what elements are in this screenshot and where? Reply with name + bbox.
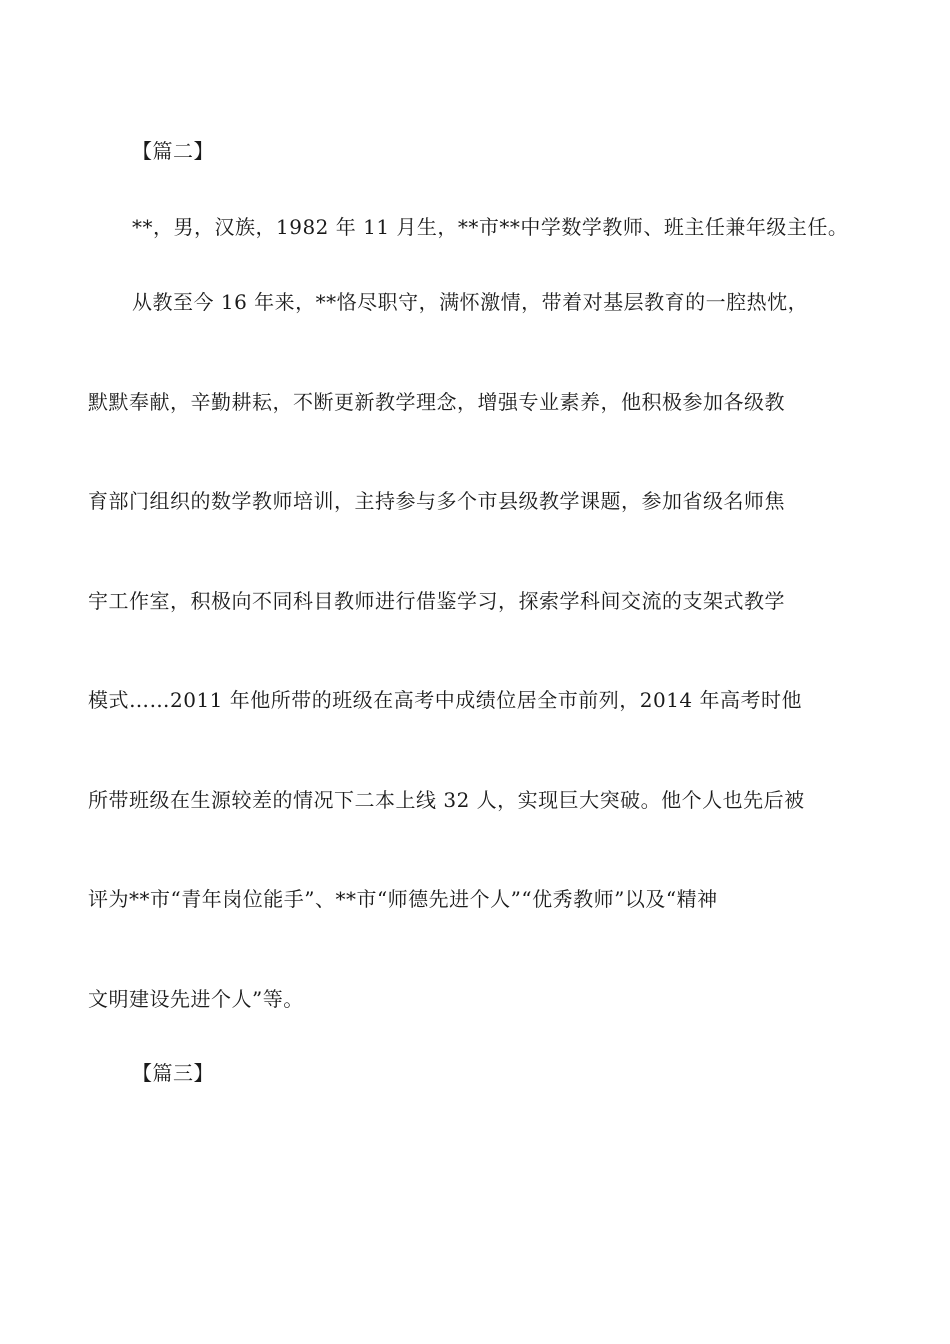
paragraph-line: 文明建设先进个人”等。 xyxy=(88,987,304,1011)
paragraph-line: 育部门组织的数学教师培训，主持参与多个市县级教学课题，参加省级名师焦 xyxy=(88,489,785,513)
paragraph-line: 所带班级在生源较差的情况下二本上线 32 人，实现巨大突破。他个人也先后被 xyxy=(88,788,805,812)
paragraph-line: 从教至今 16 年来，**恪尽职守，满怀激情，带着对基层教育的一腔热忱， xyxy=(132,290,809,314)
paragraph-line: 宇工作室，积极向不同科目教师进行借鉴学习，探索学科间交流的支架式教学 xyxy=(88,589,785,613)
paragraph-line: 模式……2011 年他所带的班级在高考中成绩位居全市前列，2014 年高考时他 xyxy=(88,688,803,712)
paragraph-line: 评为**市“青年岗位能手”、**市“师德先进个人”“优秀教师”以及“精神 xyxy=(88,887,718,911)
section-heading-2: 【篇二】 xyxy=(132,139,214,163)
paragraph-line: 默默奉献，辛勤耕耘，不断更新教学理念，增强专业素养，他积极参加各级教 xyxy=(88,390,785,414)
intro-paragraph: **，男，汉族，1982 年 11 月生，**市**中学数学教师、班主任兼年级主任。 xyxy=(132,215,849,239)
section-heading-3: 【篇三】 xyxy=(132,1061,214,1085)
